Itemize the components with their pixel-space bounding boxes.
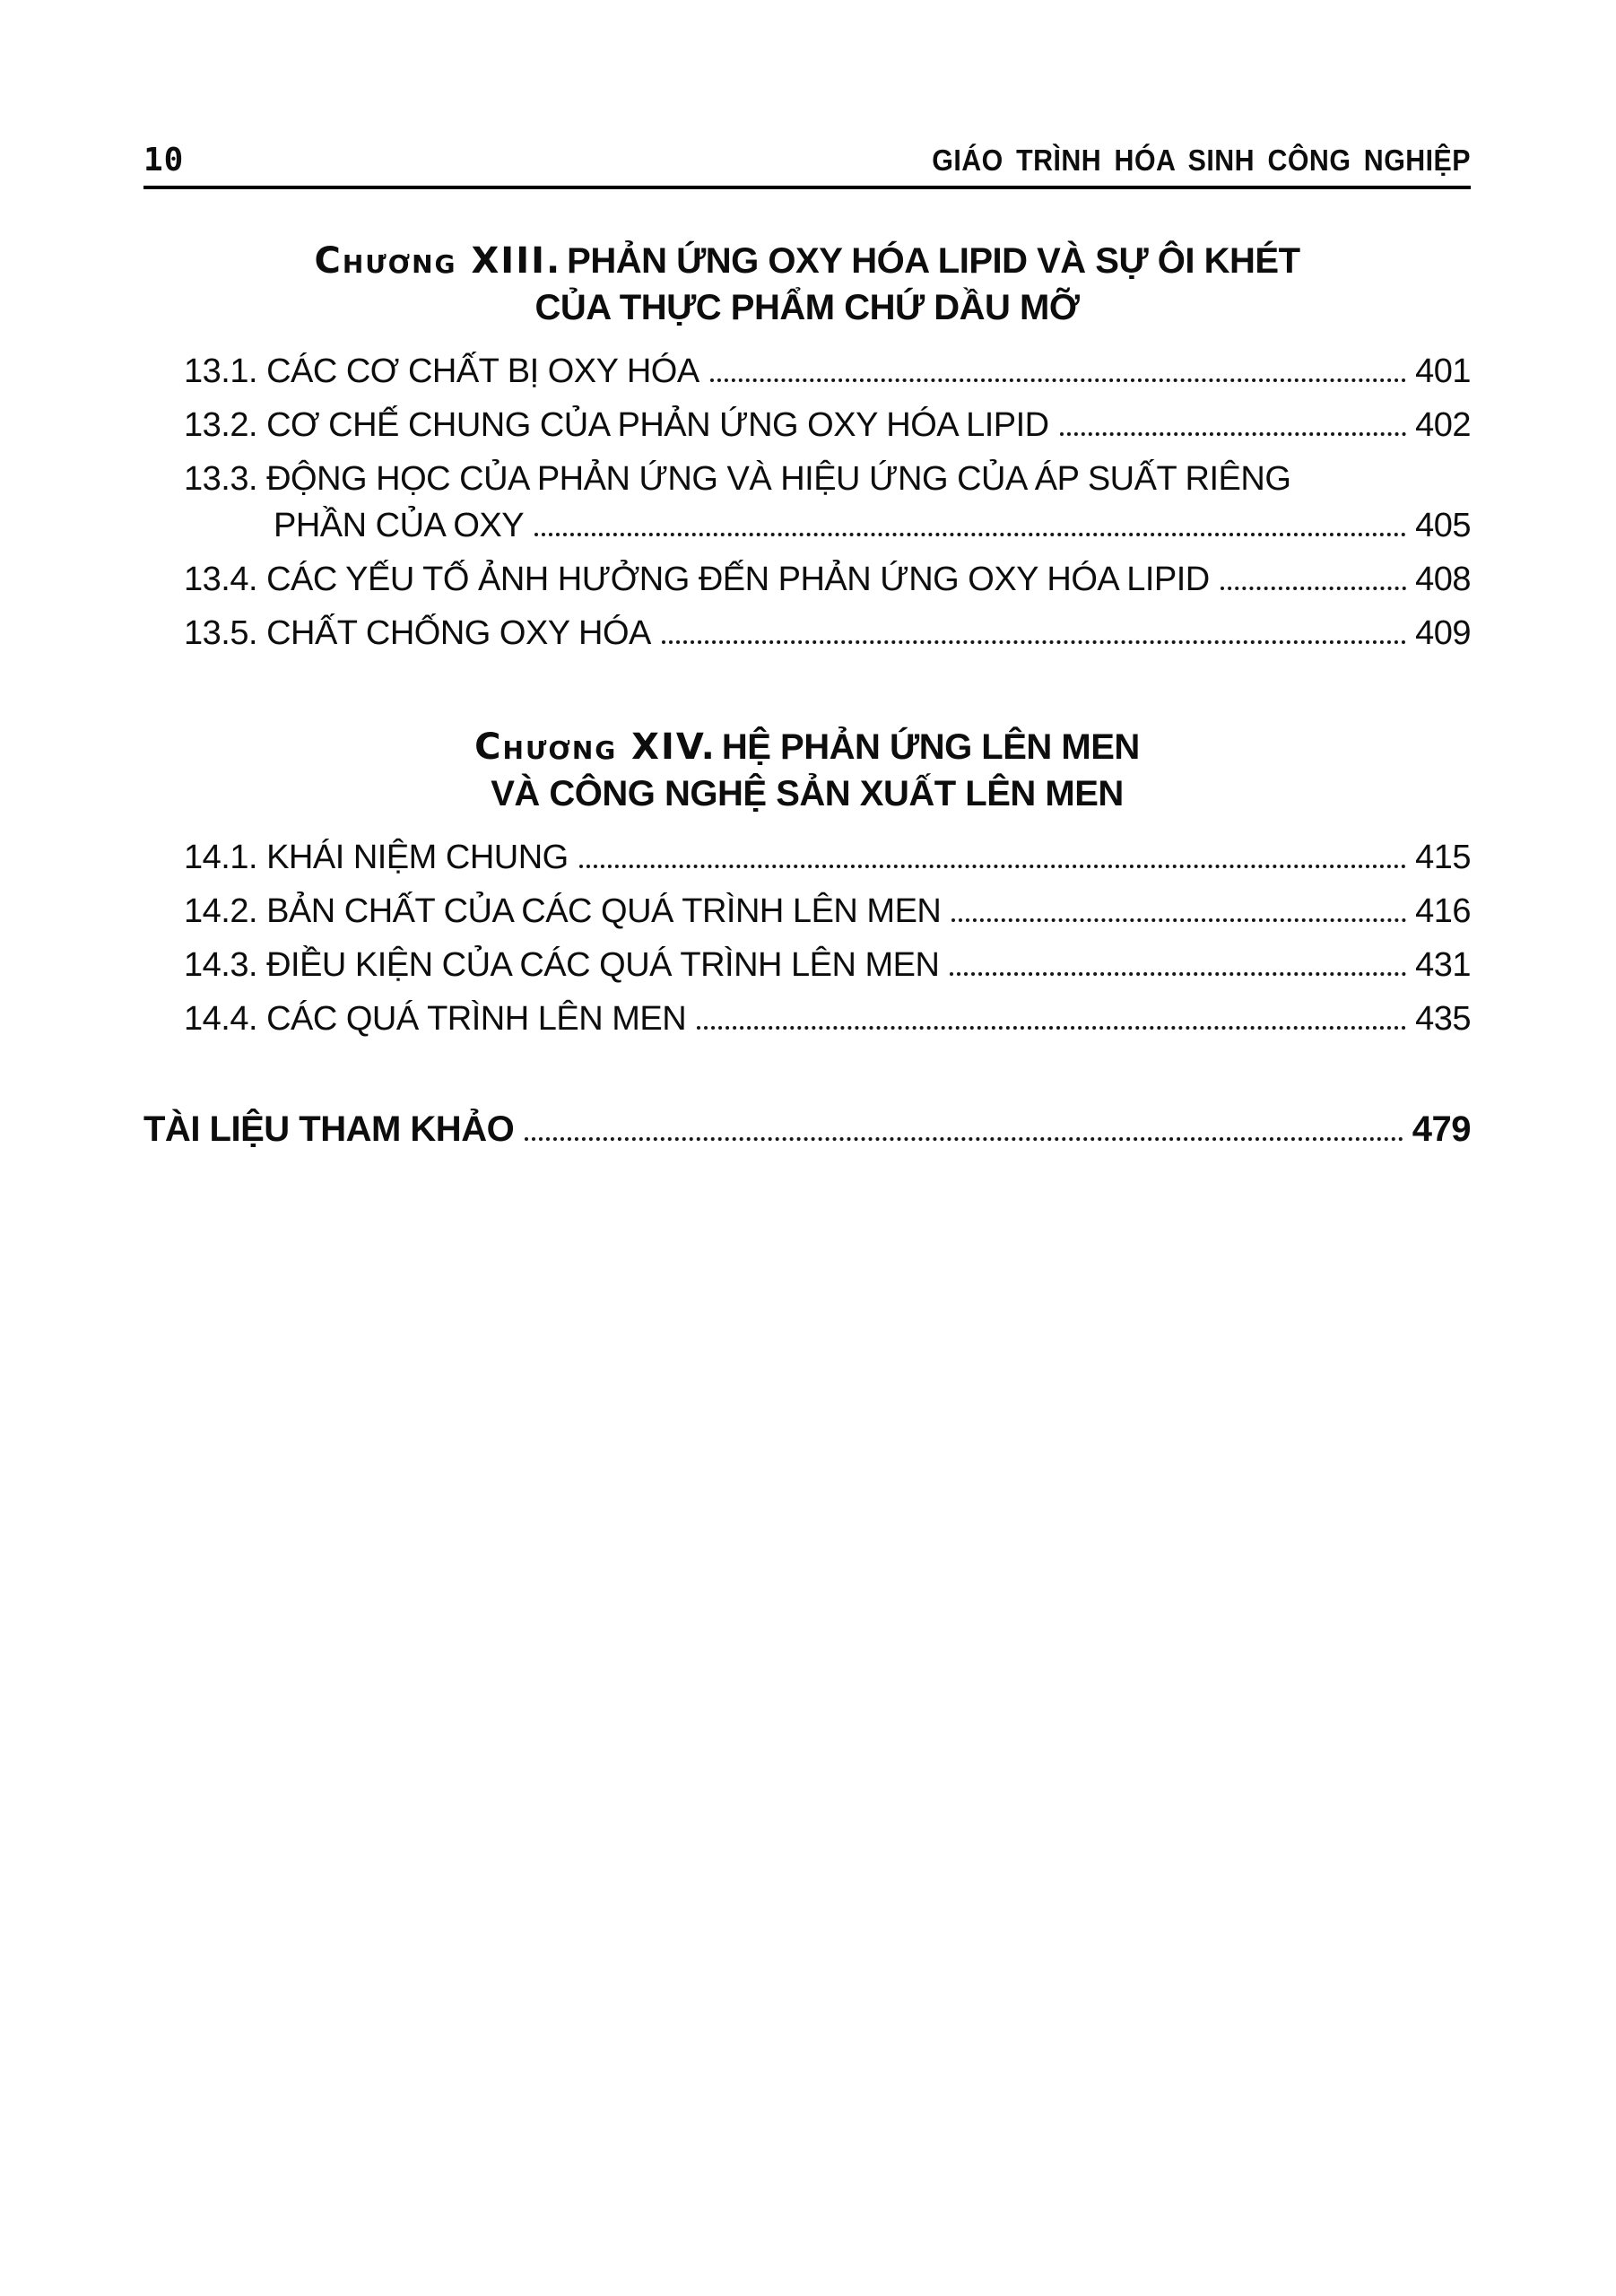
- toc-entry-page: 401: [1415, 352, 1471, 390]
- toc-entry: [184, 892, 1471, 946]
- chapter-13-title: PHẢN ỨNG OXY HÓA LIPID VÀ SỰ ÔI KHÉT: [567, 241, 1300, 281]
- chapter-14-title: HỆ PHẢN ỨNG LÊN MEN: [721, 727, 1140, 767]
- references-entry: [143, 1109, 1471, 1150]
- toc-entry: [184, 614, 1471, 668]
- dot-leader: [1060, 432, 1406, 436]
- toc-entry-page: 405: [1415, 507, 1471, 544]
- dot-leader: [579, 865, 1406, 868]
- chapter-13-heading: [143, 238, 1471, 331]
- dot-leader: [951, 918, 1406, 922]
- toc-entry: [184, 946, 1471, 1000]
- running-title: GIÁO TRÌNH HÓA SINH CÔNG NGHIỆP: [932, 144, 1471, 177]
- toc-entry-label: 13.3. ĐỘNG HỌC CỦA PHẢN ỨNG VÀ HIỆU ỨNG CỦA ÁP SUẤT RIÊNG: [184, 460, 1291, 498]
- toc-entry-page: 415: [1415, 839, 1471, 876]
- toc-entry-label: 13.5. CHẤT CHỐNG OXY HÓA: [184, 614, 651, 652]
- references-page: 479: [1412, 1109, 1471, 1149]
- header-rule: [143, 186, 1471, 189]
- chapter-14-heading-line1: [143, 724, 1471, 770]
- toc-entry: [184, 1000, 1471, 1054]
- dot-leader: [534, 533, 1406, 536]
- toc-entry: [184, 460, 1471, 507]
- toc-entry-page: 409: [1415, 614, 1471, 652]
- chapter-13-heading-line2: CỦA THỰC PHẨM CHỨ DẦU MỠ: [534, 288, 1080, 327]
- chapter-14-heading-line2: VÀ CÔNG NGHỆ SẢN XUẤT LÊN MEN: [491, 774, 1124, 813]
- dot-leader: [697, 1026, 1406, 1030]
- toc-entry-label-line2: PHẦN CỦA OXY: [274, 507, 525, 544]
- toc-entry-page: 416: [1415, 892, 1471, 930]
- references-label: TÀI LIỆU THAM KHẢO: [143, 1109, 515, 1149]
- toc-entry-label: 13.1. CÁC CƠ CHẤT BỊ OXY HÓA: [184, 352, 699, 390]
- toc-entry: [184, 839, 1471, 892]
- chapter-14-prefix: Chương XIV.: [474, 726, 717, 768]
- chapter-13-toc: [143, 352, 1471, 668]
- dot-leader: [1221, 587, 1406, 590]
- toc-entry-label: 13.4. CÁC YẾU TỐ ẢNH HƯỞNG ĐẾN PHẢN ỨNG OXY HÓA LIPID: [184, 561, 1210, 598]
- toc-entry-label: 14.2. BẢN CHẤT CỦA CÁC QUÁ TRÌNH LÊN MEN: [184, 892, 942, 930]
- toc-entry: [184, 561, 1471, 614]
- dot-leader: [950, 972, 1406, 976]
- toc-entry-page: 408: [1415, 561, 1471, 598]
- toc-entry-page: 402: [1415, 406, 1471, 444]
- toc-entry-label: 14.3. ĐIỀU KIỆN CỦA CÁC QUÁ TRÌNH LÊN MEN: [184, 946, 940, 984]
- page-number: 10: [143, 142, 185, 178]
- toc-entry-continuation: [184, 507, 1471, 561]
- toc-entry: [184, 352, 1471, 406]
- running-header: [143, 142, 1471, 178]
- chapter-13-heading-line1: [143, 238, 1471, 284]
- chapter-14-heading: [143, 724, 1471, 817]
- toc-entry-page: 431: [1415, 946, 1471, 984]
- dot-leader: [525, 1137, 1403, 1141]
- toc-entry-label: 14.1. KHÁI NIỆM CHUNG: [184, 839, 569, 876]
- toc-entry-label: 14.4. CÁC QUÁ TRÌNH LÊN MEN: [184, 1000, 687, 1038]
- dot-leader: [710, 378, 1406, 382]
- toc-entry-page: 435: [1415, 1000, 1471, 1038]
- toc-entry-label: 13.2. CƠ CHẾ CHUNG CỦA PHẢN ỨNG OXY HÓA LIPID: [184, 406, 1049, 444]
- dot-leader: [662, 640, 1406, 644]
- toc-entry: [184, 406, 1471, 460]
- chapter-13-prefix: Chương XIII.: [314, 240, 562, 282]
- chapter-14-toc: [143, 839, 1471, 1054]
